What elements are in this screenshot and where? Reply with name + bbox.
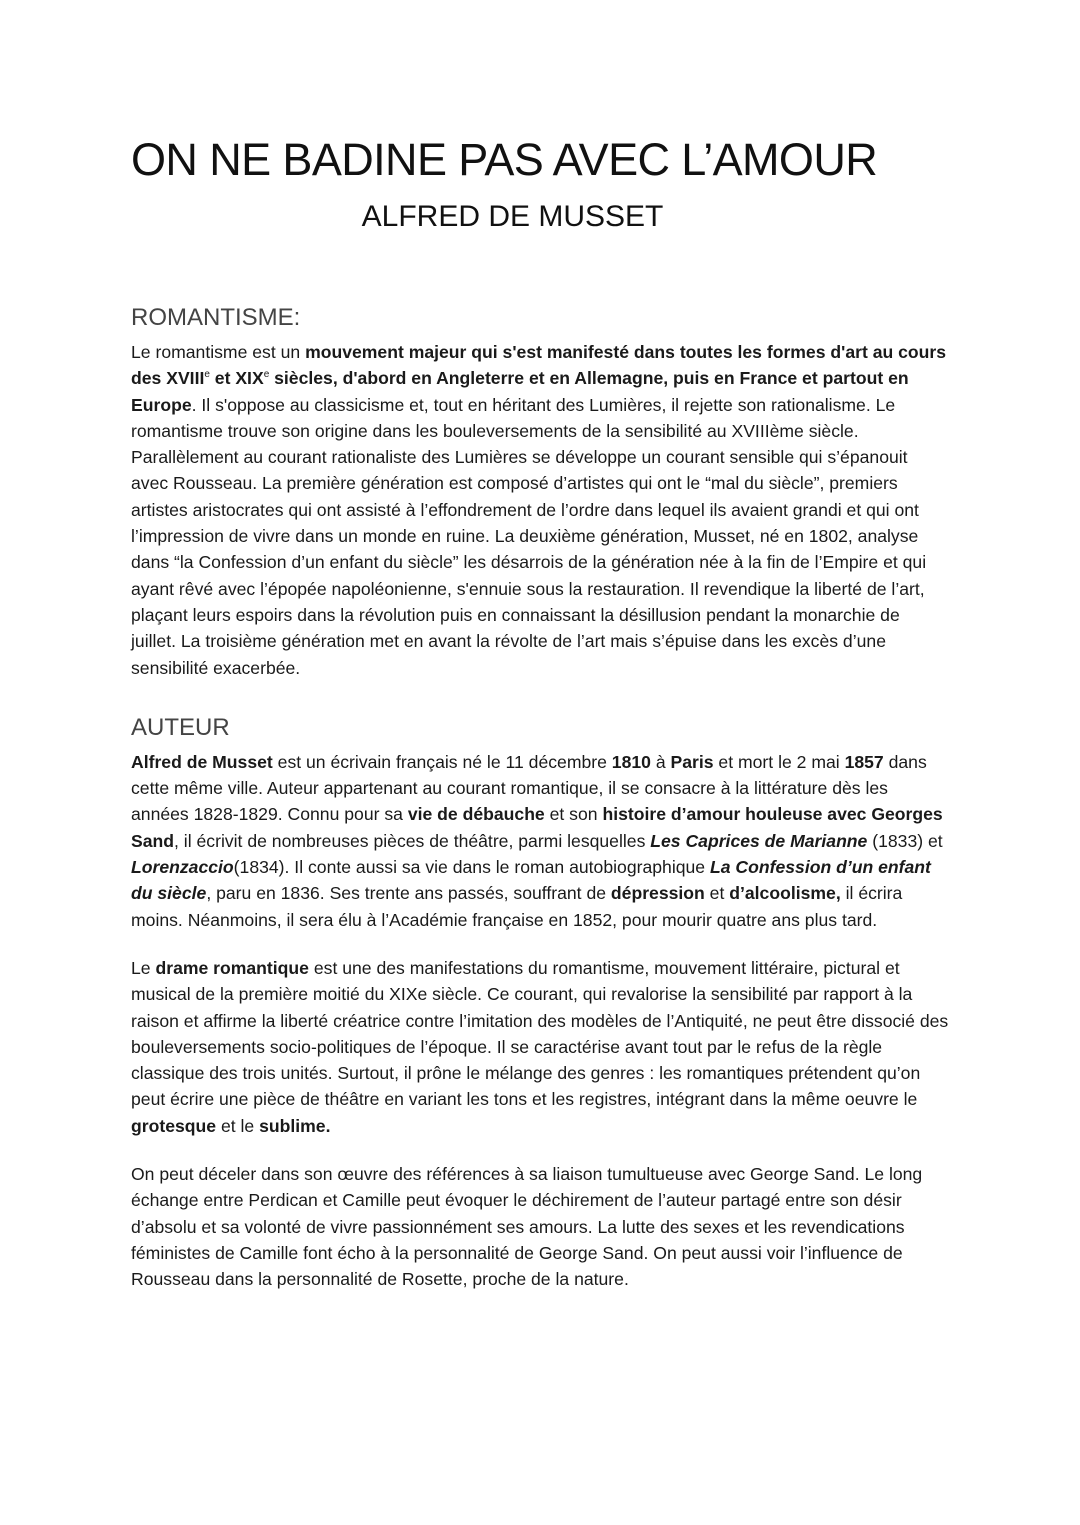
document-body <box>131 301 949 1293</box>
document-subtitle: ALFRED DE MUSSET <box>361 200 664 233</box>
section-heading-romantisme: ROMANTISME: <box>131 304 301 331</box>
paragraph-george-sand: On peut déceler dans son œuvre des références à sa liaison tumultueuse avec George Sand. Le long échange entre Perdican et Camille peut évoquer le déchirement de l’auteur partagé entre son désir d’absolu et sa volonté de vivre passionnément ses amours. La lutte des sexes et les revendications féministes de Camille font écho à la personnalité de George Sand. On peut aussi voir l’influence de Rousseau dans la personnalité de Rosette, proche de la nature. <box>131 1164 923 1290</box>
document-title: ON NE BADINE PAS AVEC L’AMOUR <box>131 134 878 185</box>
paragraph-romantisme: Le romantisme est un mouvement majeur qui s'est manifesté dans toutes les formes d'art au cours des XVIIIe et XIXe siècles, d'abord en Angleterre et en Allemagne, puis en France et partout en Europe. Il s'oppose au classicisme et, tout en héritant des Lumières, il rejette son rationalisme. Le romantisme trouve son origine dans les bouleversements de la sensibilité au XVIIIème siècle. Parallèlement au courant rationaliste des Lumières se développe un courant sensible qui s’épanouit avec Rousseau. La première génération est composé d’artistes qui ont le “mal du siècle”, premiers artistes aristocrates qui ont assisté à l’effondrement de l’ordre dans lequel ils avaient grandi et qui ont l’impression de vivre dans un monde en ruine. La deuxième génération, Musset, né en 1802, analyse dans “la Confession d’un enfant du siècle” les désarrois de la génération née à la fin de l’Empire et qui ayant rêvé avec l’épopée napoléonienne, s'ennuie sous la restauration. Il revendique la liberté de l’art, plaçant leurs espoirs dans la révolution puis en connaissant la désillusion pendant la monarchie de juillet. La troisième génération met en avant la révolte de l’art mais s’épuise dans les excès d’une sensibilité exacerbée. <box>131 342 947 678</box>
section-heading-auteur: AUTEUR <box>131 713 230 741</box>
paragraph-auteur-biographie: Alfred de Musset est un écrivain français né le 11 décembre 1810 à Paris et mort le 2 mai 1857 dans cette même ville. Auteur appartenant au courant romantique, il se consacre à la littérature dès les années 1828-1829. Connu pour sa vie de débauche et son histoire d’amour houleuse avec Georges Sand, il écrivit de nombreuses pièces de théâtre, parmi lesquelles Les Caprices de Marianne (1833) et Lorenzaccio(1834). Il conte aussi sa vie dans le roman autobiographique La Confession d’un enfant du siècle, paru en 1836. Ses trente ans passés, souffrant de dépression et d’alcoolisme, il écrira moins. Néanmoins, il sera élu à l’Académie française en 1852, pour mourir quatre ans plus tard. <box>131 751 943 930</box>
paragraph-drame-romantique: Le drame romantique est une des manifestations du romantisme, mouvement littéraire, pictural et musical de la première moitié du XIXe siècle. Ce courant, qui revalorise la sensibilité par rapport à la raison et affirme la liberté créatrice contre l’imitation des modèles de l’Antiquité, ne peut être dissocié des bouleversements socio-politiques de l’époque. Il se caractérise avant tout par le refus de la règle classique des trois unités. Surtout, il prône le mélange des genres : les romantiques prétendent qu’on peut écrire une pièce de théâtre en variant les tons et les registres, intégrant dans la même oeuvre le grotesque et le sublime. <box>131 957 949 1136</box>
